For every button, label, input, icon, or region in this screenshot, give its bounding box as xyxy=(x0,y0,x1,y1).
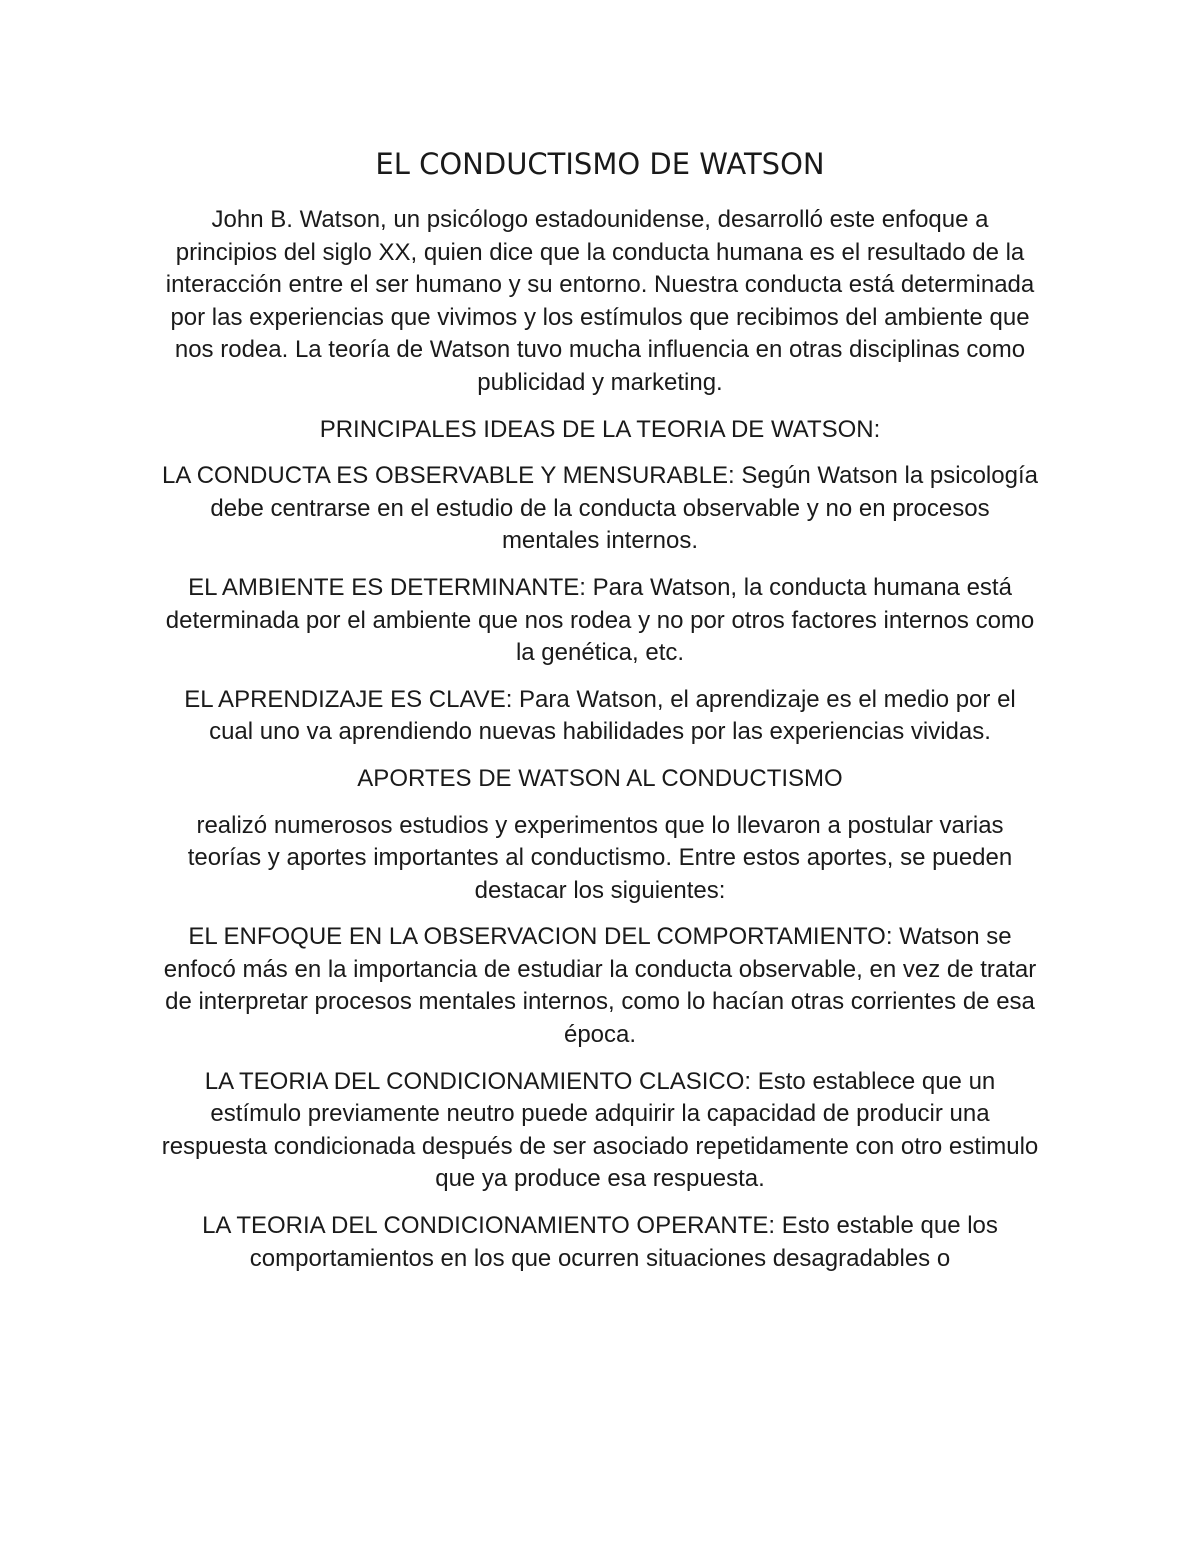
aporte-condicionamiento-operante: LA TEORIA DEL CONDICIONAMIENTO OPERANTE: Esto estable que los comportamientos en los que ocurren situaciones desagradables o xyxy=(202,1212,998,1272)
idea-ambiente: EL AMBIENTE ES DETERMINANTE: Para Watson, la conducta humana está determinada por el ambiente que nos rodea y no por otros factores internos como la genética, etc. xyxy=(165,573,1035,667)
aporte-condicionamiento-clasico: LA TEORIA DEL CONDICIONAMIENTO CLASICO: Esto establece que un estímulo previamente neutro puede adquirir la capacidad de producir una respuesta condicionada después de ser asociado repetidamente con otro estimulo que ya produce esa respuesta. xyxy=(161,1067,1039,1193)
ideas-heading: PRINCIPALES IDEAS DE LA TEORIA DE WATSON: xyxy=(319,415,881,443)
aportes-intro-paragraph: realizó numerosos estudios y experimentos que lo llevaron a postular varias teorías y aportes importantes al conductismo. Entre estos aportes, se pueden destacar los siguientes: xyxy=(187,811,1013,904)
idea-observable: LA CONDUCTA ES OBSERVABLE Y MENSURABLE: Según Watson la psicología debe centrarse en el estudio de la conducta observable y no en procesos mentales internos. xyxy=(162,462,1038,555)
intro-paragraph: John B. Watson, un psicólogo estadounidense, desarrolló este enfoque a principios del siglo XX, quien dice que la conducta humana es el resultado de la interacción entre el ser humano y su entorno. Nuestra conducta está determinada por las experiencias que vivimos y los estímulos que recibimos del ambiente que nos rodea. La teoría de Watson tuvo mucha influencia en otras disciplinas como publicidad y marketing. xyxy=(165,206,1035,396)
aporte-observacion: EL ENFOQUE EN LA OBSERVACION DEL COMPORTAMIENTO: Watson se enfocó más en la importancia de estudiar la conducta observable, en vez de tratar de interpretar procesos mentales internos, como lo hacían otras corrientes de esa época. xyxy=(163,923,1037,1049)
document-body xyxy=(160,140,1040,1289)
aportes-heading: APORTES DE WATSON AL CONDUCTISMO xyxy=(357,764,843,792)
idea-aprendizaje: EL APRENDIZAJE ES CLAVE: Para Watson, el aprendizaje es el medio por el cual uno va aprendiendo nuevas habilidades por las experiencias vividas. xyxy=(184,685,1016,746)
document-title: EL CONDUCTISMO DE WATSON xyxy=(375,147,825,181)
